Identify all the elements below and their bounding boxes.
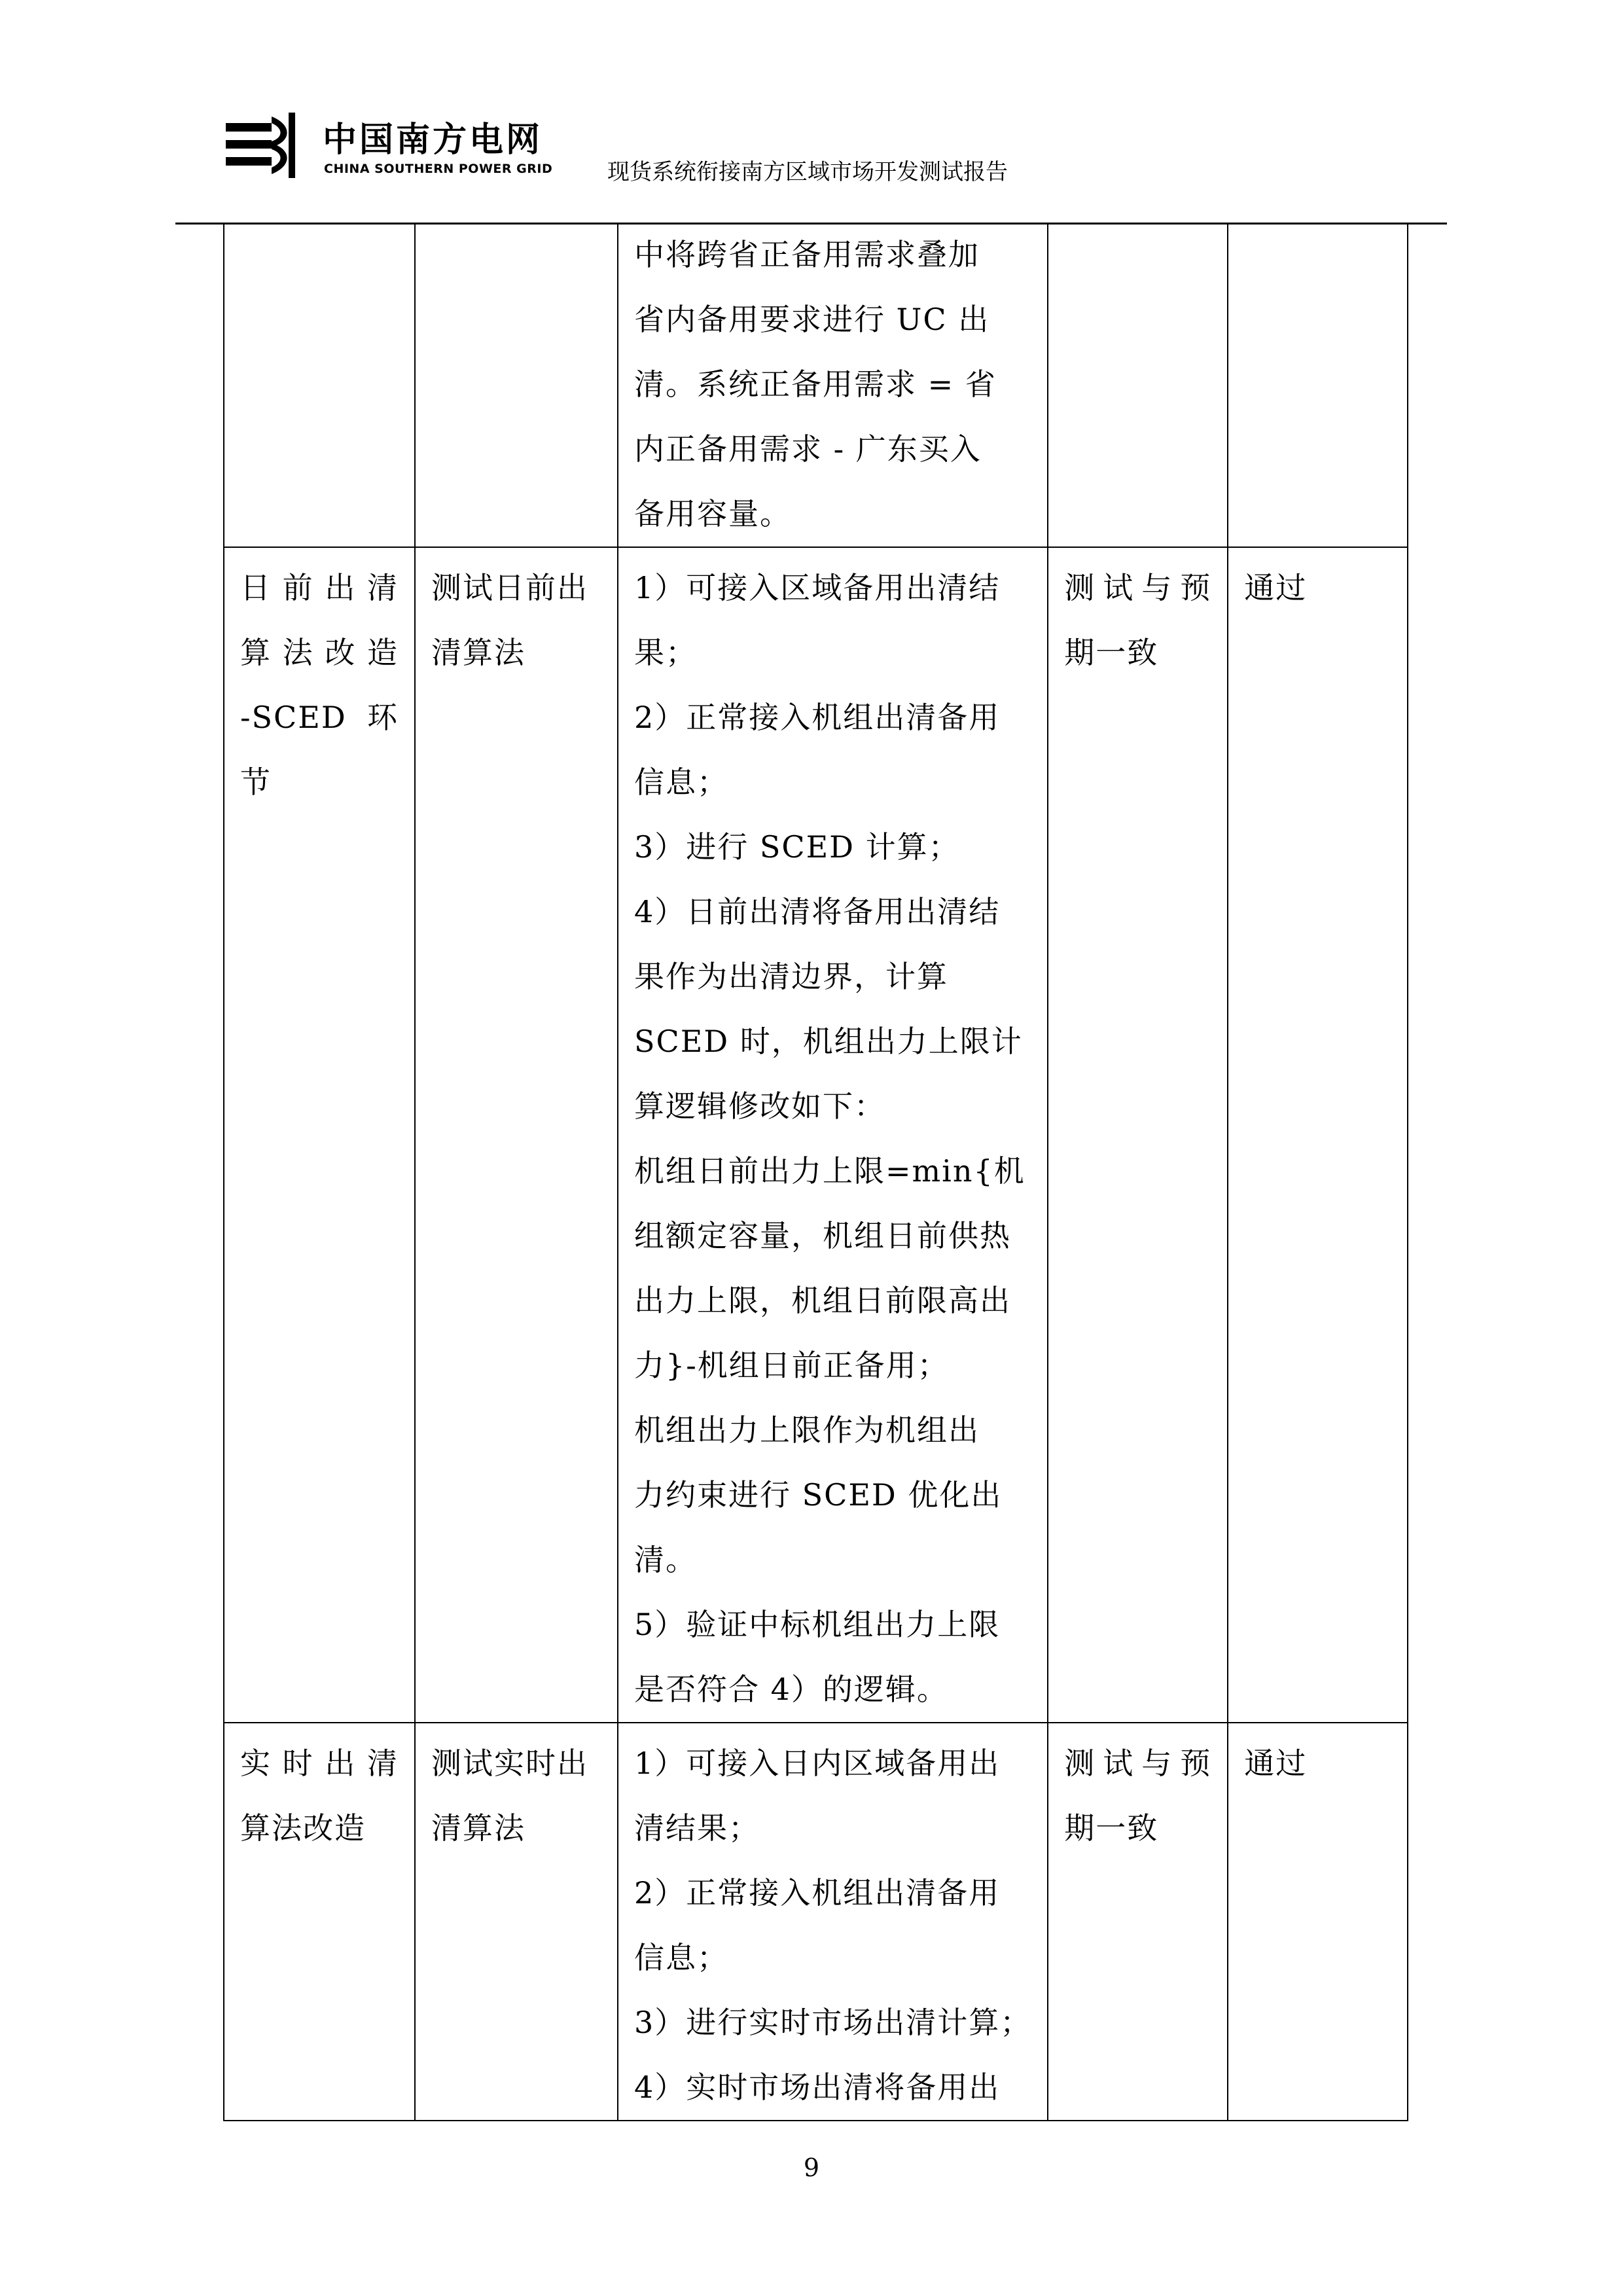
test-steps-cell bbox=[618, 547, 1048, 1723]
cell-text-line: 5）验证中标机组出力上限 bbox=[634, 1607, 1001, 1642]
cell-text-line: 省内备用要求进行 UC 出 bbox=[634, 302, 990, 337]
expected-result-cell bbox=[1048, 1723, 1228, 2121]
cell-text-line: 清结果； bbox=[634, 1810, 760, 1846]
test-steps-cell bbox=[618, 1723, 1048, 2121]
cell-text-line: 测试日前出 bbox=[431, 570, 588, 605]
cell-text-line: -SCED 环 bbox=[240, 700, 399, 735]
cell-text-line: 通过 bbox=[1244, 570, 1308, 605]
test-objective-cell bbox=[415, 547, 618, 1723]
cell-text-line: 测试与预 bbox=[1064, 570, 1212, 605]
cell-text-line: 出力上限，机组日前限高出 bbox=[634, 1283, 1011, 1318]
test-item-cell bbox=[224, 223, 415, 547]
cell-text-line: 力}-机组日前正备用； bbox=[634, 1348, 949, 1383]
test-result-cell bbox=[1228, 1723, 1408, 2121]
test-steps-cell bbox=[618, 223, 1048, 547]
cell-text-line: 力约束进行 SCED 优化出 bbox=[634, 1477, 1003, 1513]
company-logo bbox=[226, 113, 592, 178]
cell-text-line: 节 bbox=[240, 764, 272, 800]
cell-text-line: 通过 bbox=[1244, 1746, 1308, 1781]
test-objective-cell bbox=[415, 223, 618, 547]
cell-text-line: 1）可接入日内区域备用出 bbox=[634, 1746, 1001, 1781]
logo-english-name: CHINA SOUTHERN POWER GRID bbox=[324, 162, 553, 176]
cell-text-line: 信息； bbox=[634, 1940, 728, 1975]
cell-text-line: 算法改造 bbox=[240, 1810, 366, 1846]
cell-text-line: 实时出清 bbox=[240, 1746, 399, 1781]
cell-text-line: 期一致 bbox=[1064, 1810, 1159, 1846]
test-results-table bbox=[223, 223, 1408, 2121]
cell-text-line: 清。 bbox=[634, 1542, 697, 1577]
cell-text-line: 3）进行 SCED 计算； bbox=[634, 829, 960, 865]
cell-text-line: 日前出清 bbox=[240, 570, 399, 605]
cell-text-line: 信息； bbox=[634, 764, 728, 800]
cell-text-line: 2）正常接入机组出清备用 bbox=[634, 700, 1001, 735]
cell-text-line: 期一致 bbox=[1064, 635, 1159, 670]
expected-result-cell bbox=[1048, 547, 1228, 1723]
cell-text-line: 果； bbox=[634, 635, 697, 670]
document-title: 现货系统衔接南方区域市场开发测试报告 bbox=[607, 159, 1008, 185]
cell-text-line: 中将跨省正备用需求叠加 bbox=[634, 237, 980, 272]
test-result-cell bbox=[1228, 547, 1408, 1723]
cell-text-line: 清算法 bbox=[431, 1810, 526, 1846]
cell-text-line: 清。系统正备用需求 = 省 bbox=[634, 367, 997, 402]
cell-text-line: 测试与预 bbox=[1064, 1746, 1212, 1781]
cell-text-line: 1）可接入区域备用出清结 bbox=[634, 570, 1001, 605]
power-grid-logo-icon bbox=[226, 113, 311, 178]
cell-text-line: 4）实时市场出清将备用出 bbox=[634, 2070, 1001, 2105]
cell-text-line: 测试实时出 bbox=[431, 1746, 588, 1781]
cell-text-line: 是否符合 4）的逻辑。 bbox=[634, 1672, 948, 1707]
cell-text-line: 内正备用需求 - 广东买入 bbox=[634, 431, 982, 467]
page-number: 9 bbox=[803, 2153, 820, 2182]
cell-text-line: 算法改造 bbox=[240, 635, 399, 670]
cell-text-line: 4）日前出清将备用出清结 bbox=[634, 894, 1001, 929]
cell-text-line: 组额定容量，机组日前供热 bbox=[634, 1218, 1011, 1253]
cell-text-line: 机组日前出力上限=min{机 bbox=[634, 1153, 1026, 1189]
cell-text-line: 算逻辑修改如下： bbox=[634, 1088, 885, 1124]
table-row bbox=[224, 223, 1408, 547]
table-row bbox=[224, 547, 1408, 1723]
cell-text-line: 备用容量。 bbox=[634, 496, 791, 531]
expected-result-cell bbox=[1048, 223, 1228, 547]
test-item-cell bbox=[224, 547, 415, 1723]
test-objective-cell bbox=[415, 1723, 618, 2121]
table-row bbox=[224, 1723, 1408, 2121]
logo-chinese-name: 中国南方电网 bbox=[323, 120, 543, 160]
cell-text-line: 清算法 bbox=[431, 635, 526, 670]
cell-text-line: SCED 时，机组出力上限计 bbox=[634, 1024, 1023, 1059]
cell-text-line: 3）进行实时市场出清计算； bbox=[634, 2005, 1032, 2040]
cell-text-line: 2）正常接入机组出清备用 bbox=[634, 1875, 1001, 1910]
cell-text-line: 机组出力上限作为机组出 bbox=[634, 1412, 980, 1448]
test-item-cell bbox=[224, 1723, 415, 2121]
cell-text-line: 果作为出清边界，计算 bbox=[634, 959, 948, 994]
test-result-cell bbox=[1228, 223, 1408, 547]
